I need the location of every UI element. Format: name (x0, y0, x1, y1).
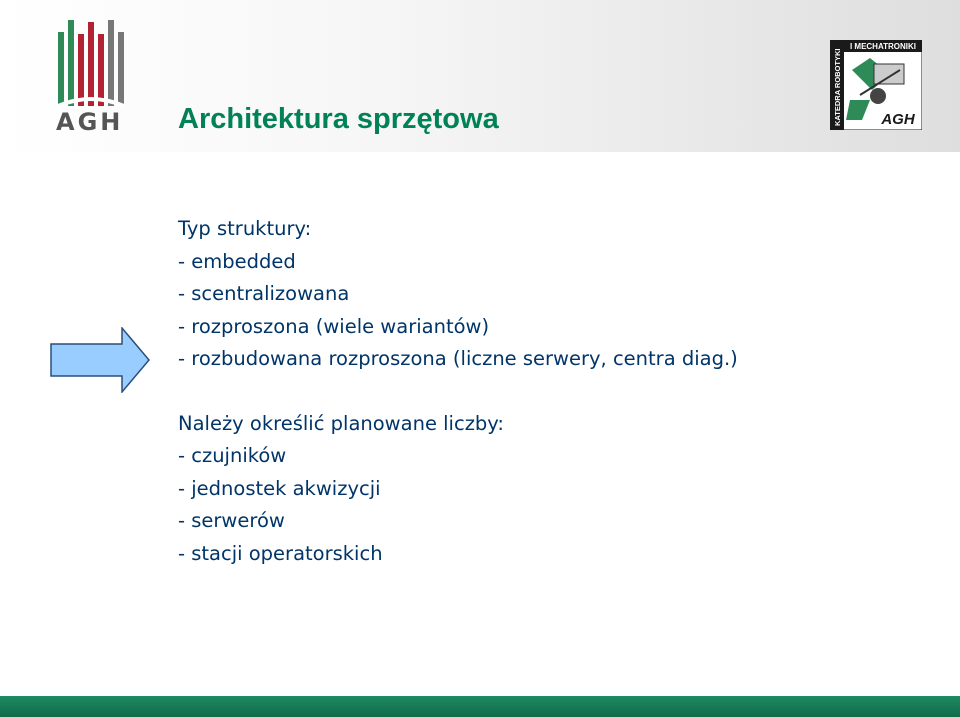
agh-logo-text: AGH (56, 108, 124, 136)
list-item: - rozproszona (wiele wariantów) (178, 314, 490, 338)
dept-logo-icon (830, 40, 922, 130)
slide-body (178, 213, 738, 570)
list-item: - embedded (178, 249, 296, 273)
dept-logo-side-text: KATEDRA ROBOTYKI (833, 48, 842, 126)
section-heading: Typ struktury: (178, 217, 312, 240)
footer-bar (0, 696, 960, 717)
dept-logo-top-text: I MECHATRONIKI (849, 42, 917, 51)
list-item: - serwerów (178, 509, 285, 532)
list-item: - jednostek akwizycji (178, 476, 381, 500)
arrow-right-icon (50, 327, 150, 393)
list-item: - rozbudowana rozproszona (liczne serwery, centra diag.) (178, 347, 738, 370)
list-item: - czujników (178, 444, 287, 467)
section-heading: Należy określić planowane liczby: (178, 411, 504, 435)
dept-logo-bottom-text: AGH (881, 111, 915, 128)
slide-header (0, 0, 960, 152)
list-item: - stacji operatorskich (178, 541, 383, 565)
list-item: - scentralizowana (178, 282, 350, 305)
slide-title: Architektura sprzętowa (178, 103, 499, 135)
